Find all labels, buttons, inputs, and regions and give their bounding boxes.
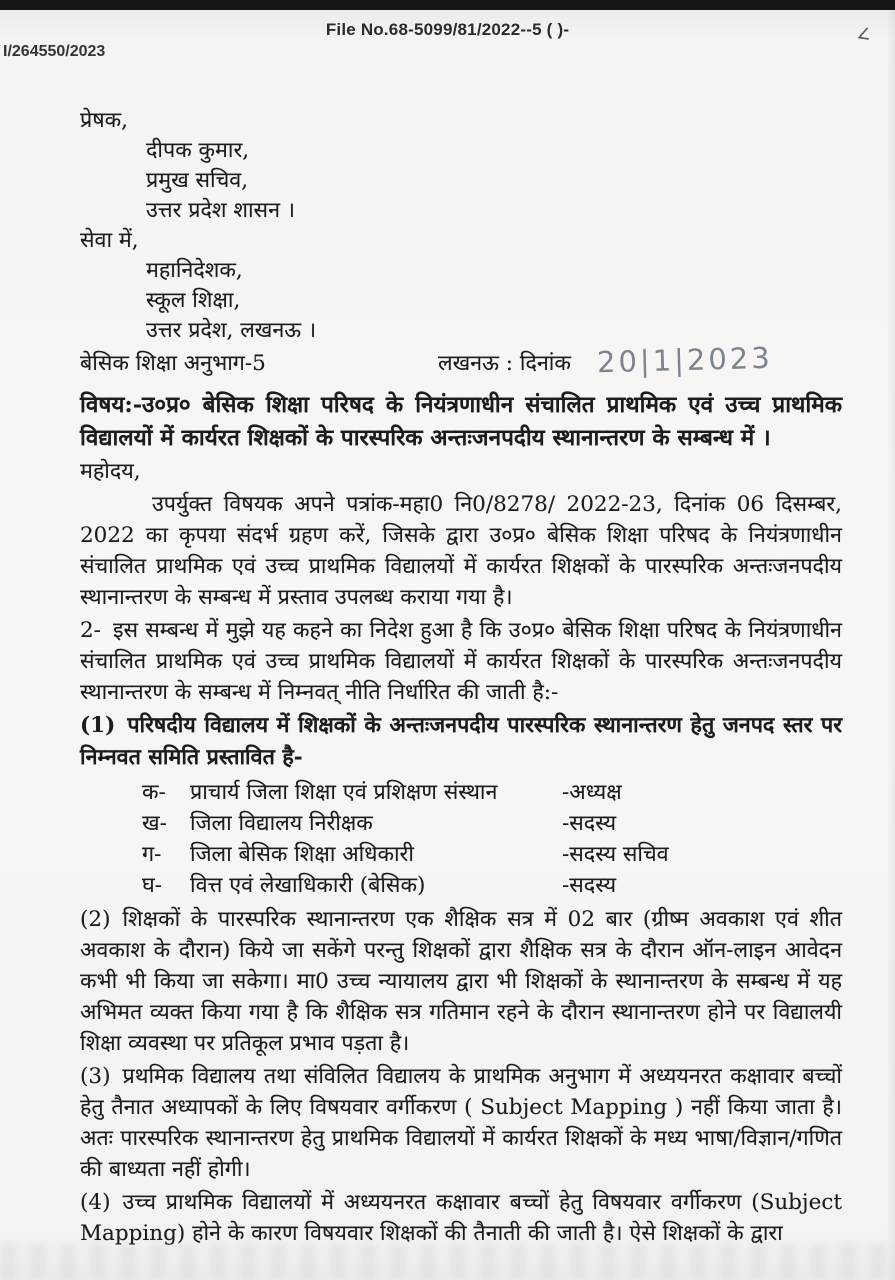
sender-organization: उत्तर प्रदेश शासन ।	[146, 198, 296, 223]
paragraph-marker: (1)	[80, 713, 116, 738]
row-marker: ग-	[142, 842, 162, 867]
file-number: File No.68-5099/81/2022--5 ( )-	[325, 20, 570, 39]
row-member: जिला बेसिक शिक्षा अधिकारी	[190, 842, 414, 867]
section-name: बेसिक शिक्षा अनुभाग-5	[80, 351, 266, 376]
scan-top-edge-bar	[0, 0, 895, 10]
row-member: जिला विद्यालय निरीक्षक	[190, 811, 373, 836]
paragraph-marker: (2)	[80, 907, 111, 932]
row-marker: क-	[142, 780, 166, 805]
row-role: -सदस्य	[562, 811, 617, 836]
paragraph-text: उच्च प्राथमिक विद्यालयों में अध्ययनरत कक्षावार बच्चों हेतु विषयवार वर्गीकरण (Subject Mapping) होने के कारण विषयवार शिक्षकों की तैनाती की जाती है। ऐसे शिक्षकों के द्वारा	[80, 1190, 842, 1246]
committee-row	[80, 808, 842, 839]
section-date-row	[80, 340, 842, 387]
paragraph-reference	[80, 489, 842, 613]
paragraph-text: प्रथमिक विद्यालय तथा संविलित विद्यालय के प्राथमिक अनुभाग में अध्ययनरत कक्षावार बच्चों हेतु तैनात अध्यापकों के लिए विषयवार वर्गीकरण ( Subject Mapping ) नहीं किया जाता है। अतः पारस्परिक स्थानान्तरण हेतु प्राथमिक विद्यालयों में कार्यरत शिक्षकों के मध्य भाषा/विज्ञान/गणित की बाध्यता नहीं होगी।	[80, 1064, 842, 1182]
recipient-designation: महानिदेशक,	[146, 258, 243, 283]
policy-point-3	[80, 1061, 842, 1185]
paragraph-marker: (3)	[80, 1064, 111, 1089]
paragraph-marker: (4)	[80, 1190, 111, 1215]
committee-row	[80, 777, 842, 808]
paragraph-text: इस सम्बन्ध में मुझे यह कहने का निदेश हुआ है कि उ०प्र० बेसिक शिक्षा परिषद के नियंत्रणाधीन संचालित प्राथमिक एवं उच्च प्राथमिक विद्यालयों में कार्यरत शिक्षकों के पारस्परिक अन्तःजनपदीय स्थानान्तरण के सम्बन्ध में निम्नवत् नीति निर्धारित की जाती है:-	[80, 618, 842, 705]
committee-row	[80, 870, 842, 901]
sender-label: प्रेषक,	[80, 108, 129, 133]
salutation: महोदय,	[80, 459, 141, 484]
scan-edge-shade	[887, 0, 895, 1280]
row-role: -सदस्य सचिव	[562, 842, 669, 867]
handwritten-corner-mark: ∠	[855, 23, 873, 44]
paragraph-marker: 2-	[80, 618, 101, 643]
paragraph-2	[80, 615, 842, 708]
policy-point-4	[80, 1187, 842, 1249]
reference-number: I/264550/2023	[3, 43, 106, 60]
row-member: वित्त एवं लेखाधिकारी (बेसिक)	[190, 873, 426, 898]
row-role: -सदस्य	[562, 873, 617, 898]
committee-table	[80, 777, 842, 901]
policy-point-2	[80, 904, 842, 1059]
paragraph-text: शिक्षकों के पारस्परिक स्थानान्तरण एक शैक्षिक सत्र में 02 बार (ग्रीष्म अवकाश एवं शीत अवकाश के दौरान) किये जा सकेंगे परन्तु शिक्षकों द्वारा शैक्षिक सत्र के दौरान ऑन-लाइन आवेदन कभी भी किया जा सकेगा। मा0 उच्च न्यायालय द्वारा भी शिक्षकों के स्थानान्तरण के सम्बन्ध में यह अभिमत व्यक्त किया गया है कि शैक्षिक सत्र गतिमान रहने के दौरान स्थानान्तरण होने पर विद्यालयी शिक्षा व्यवस्था पर प्रतिकूल प्रभाव पड़ता है।	[80, 907, 842, 1056]
sender-designation: प्रमुख सचिव,	[146, 168, 249, 193]
paragraph-text: परिषदीय विद्यालय में शिक्षकों के अन्तःजनपदीय पारस्परिक स्थानान्तरण हेतु जनपद स्तर पर निम्नवत समिति प्रस्तावित है-	[80, 713, 842, 770]
recipient-address: उत्तर प्रदेश, लखनऊ ।	[146, 318, 317, 343]
row-marker: ख-	[142, 811, 167, 836]
row-member: प्राचार्य जिला शिक्षा एवं प्रशिक्षण संस्थान	[190, 780, 498, 805]
subject-line: विषय:-उ०प्र० बेसिक शिक्षा परिषद के नियंत्रणाधीन संचालित प्राथमिक एवं उच्च प्राथमिक विद्यालयों में कार्यरत शिक्षकों के पारस्परिक अन्तःजनपदीय स्थानान्तरण के सम्बन्ध में ।	[80, 392, 842, 451]
paragraph-text: उपर्युक्त विषयक अपने पत्रांक-महा0 नि0/8278/ 2022-23, दिनांक 06 दिसम्बर, 2022 का कृपया संदर्भ ग्रहण करें, जिसके द्वारा उ०प्र० बेसिक शिक्षा परिषद के नियंत्रणाधीन संचालित प्राथमिक एवं उच्च प्राथमिक विद्यालयों में कार्यरत शिक्षकों के पारस्परिक अन्तःजनपदीय स्थानान्तरण के सम्बन्ध में प्रस्ताव उपलब्ध कराया गया है।	[80, 492, 842, 610]
committee-row	[80, 839, 842, 870]
place-date-label: लखनऊ : दिनांक	[438, 351, 571, 376]
recipient-label: सेवा में,	[80, 228, 139, 253]
policy-point-1	[80, 710, 842, 774]
scan-bottom-bleedthrough	[0, 1244, 895, 1280]
handwritten-date: 20|1|2023	[596, 340, 774, 380]
recipient-department: स्कूल शिक्षा,	[146, 288, 241, 313]
letter-body	[80, 106, 842, 1249]
sender-name: दीपक कुमार,	[146, 138, 250, 163]
row-marker: घ-	[142, 873, 162, 898]
row-role: -अध्यक्ष	[562, 780, 622, 805]
